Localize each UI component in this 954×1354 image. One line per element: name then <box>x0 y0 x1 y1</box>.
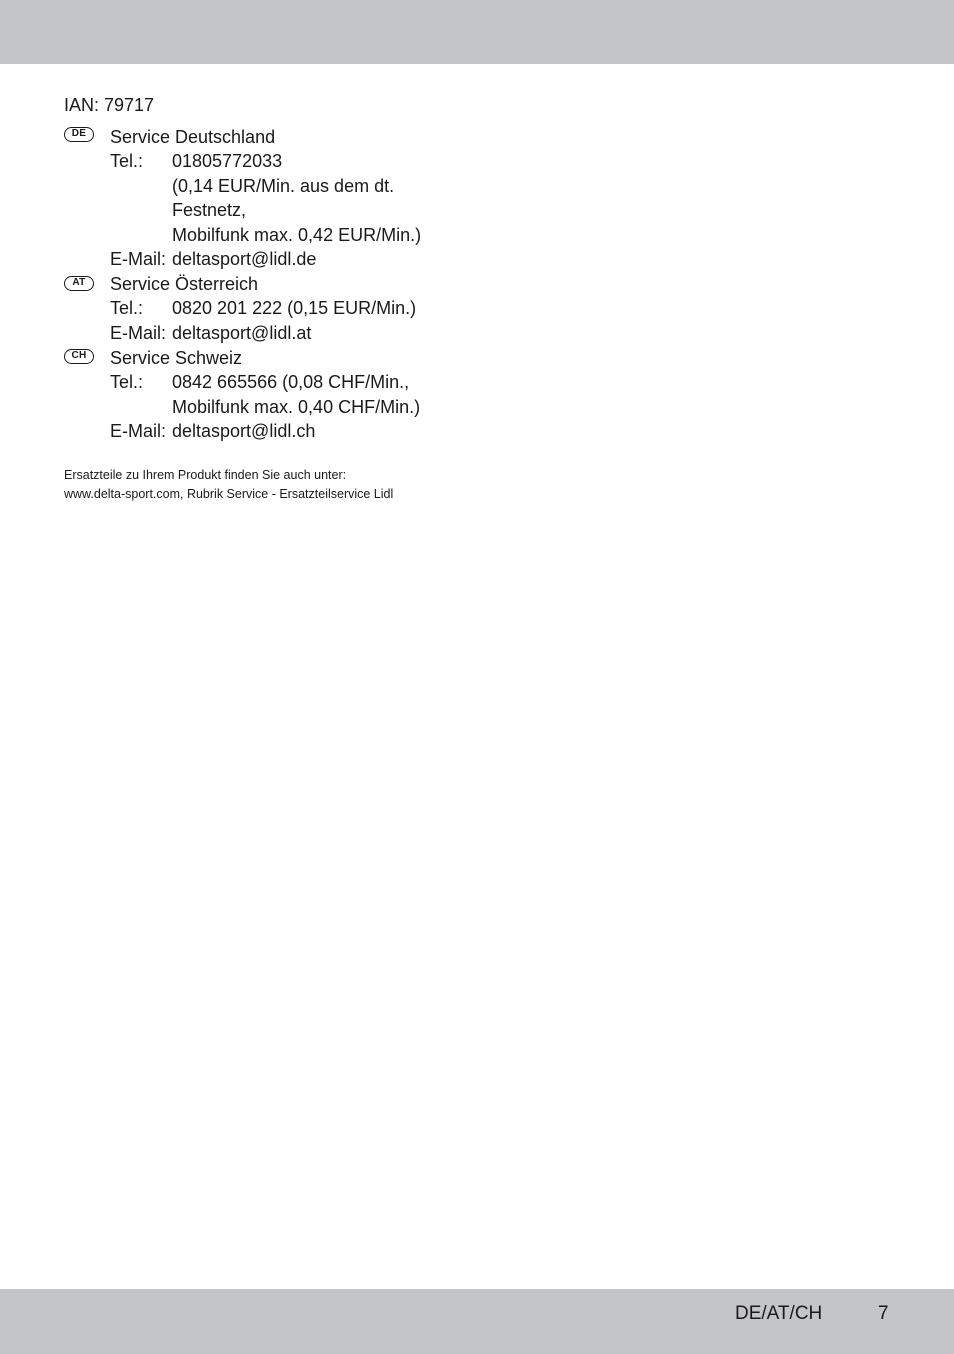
service-de-tel-line: 01805772033 <box>172 151 283 171</box>
service-ch-tel-line: 0842 665566 (0,08 CHF/Min., <box>172 372 410 392</box>
service-at-email: deltasport@lidl.at <box>172 323 312 343</box>
header-band <box>0 0 954 64</box>
ch-flag-icon: CH <box>64 349 94 364</box>
service-de-title: Service Deutschland <box>110 127 276 147</box>
service-de-tel-line: Festnetz, <box>172 200 247 220</box>
service-at-tel-label: Tel.: <box>110 298 144 318</box>
at-flag-icon: AT <box>64 276 94 291</box>
service-at-tel-line: 0820 201 222 (0,15 EUR/Min.) <box>172 298 417 318</box>
de-flag-icon: DE <box>64 127 94 142</box>
footer-languages: DE/AT/CH <box>735 1303 823 1324</box>
service-de-tel-line: Mobilfunk max. 0,42 EUR/Min.) <box>172 225 422 245</box>
service-ch-email: deltasport@lidl.ch <box>172 421 316 441</box>
service-de-email-label: E-Mail: <box>110 249 167 269</box>
page-number: 7 <box>878 1303 889 1324</box>
service-at-title: Service Österreich <box>110 274 259 294</box>
service-de-tel-label: Tel.: <box>110 151 144 171</box>
service-de-tel-line: (0,14 EUR/Min. aus dem dt. <box>172 176 395 196</box>
service-ch-title: Service Schweiz <box>110 348 243 368</box>
service-ch-tel-line: Mobilfunk max. 0,40 CHF/Min.) <box>172 397 421 417</box>
spare-parts-note: Ersatzteile zu Ihrem Produkt finden Sie auch unter: <box>64 468 347 482</box>
service-de-email: deltasport@lidl.de <box>172 249 317 269</box>
spare-parts-link: www.delta-sport.com, Rubrik Service - Ersatzteilservice Lidl <box>64 487 394 501</box>
service-ch-tel-label: Tel.: <box>110 372 144 392</box>
service-ch-email-label: E-Mail: <box>110 421 167 441</box>
ian-number: IAN: 79717 <box>64 95 155 115</box>
service-at-email-label: E-Mail: <box>110 323 167 343</box>
